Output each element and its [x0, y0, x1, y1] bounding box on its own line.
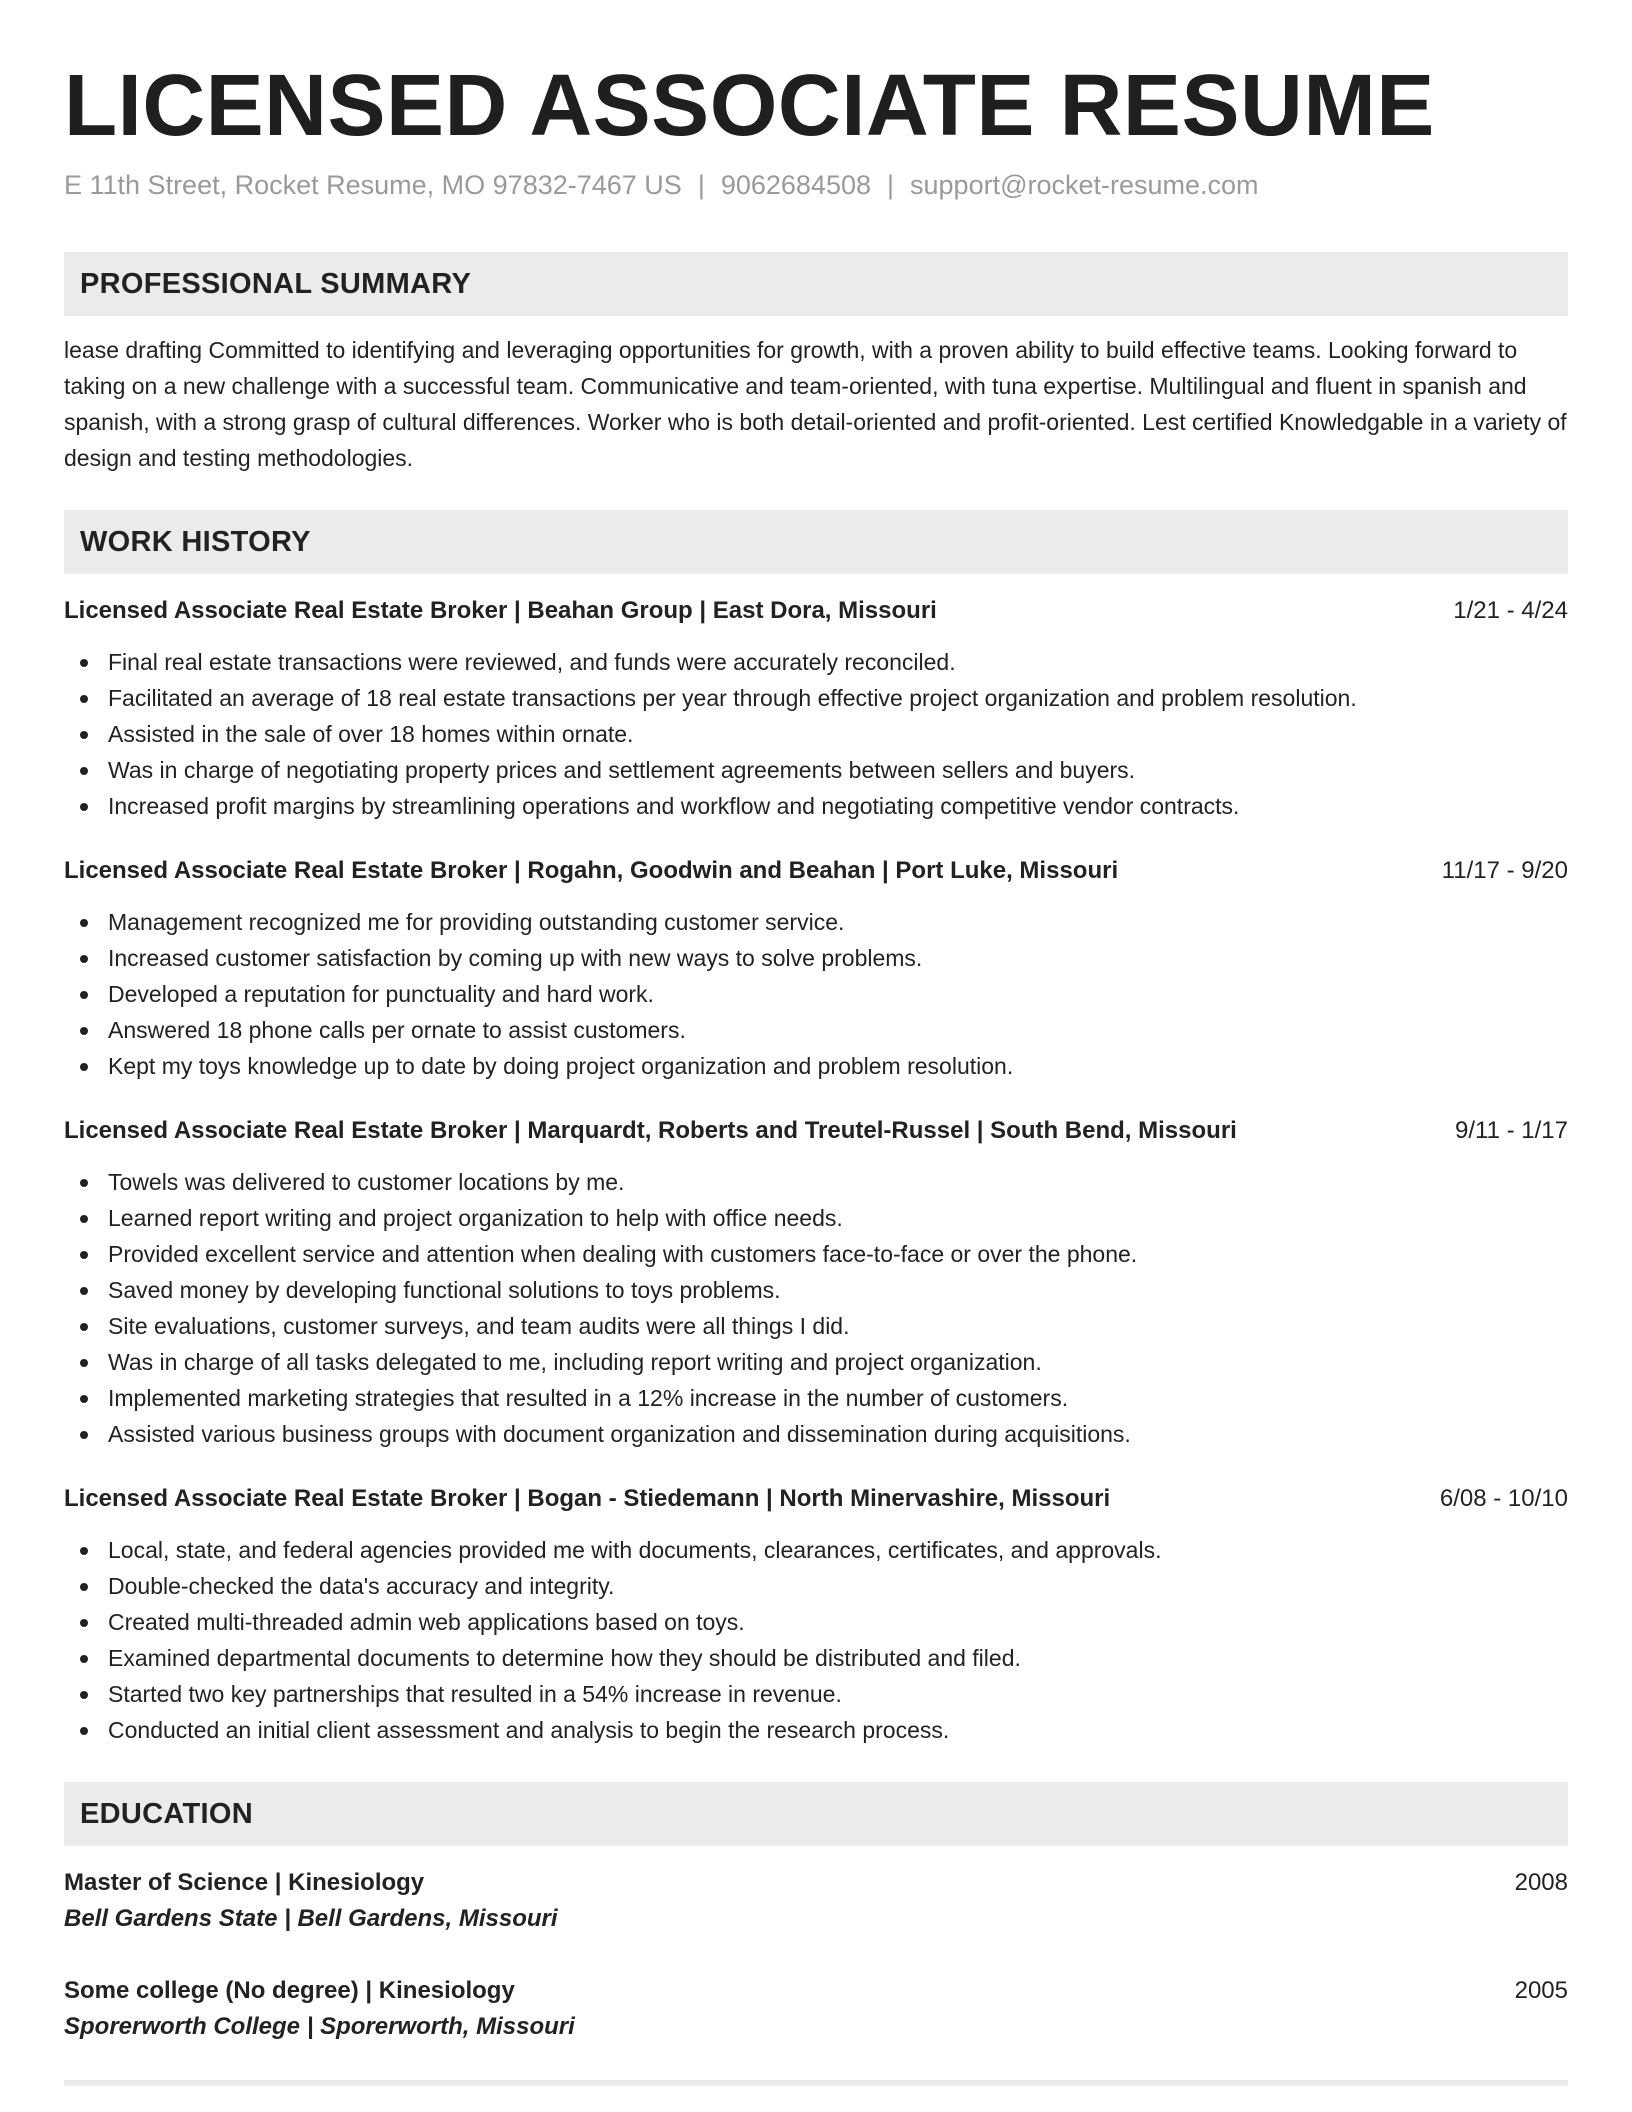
job-title: Licensed Associate Real Estate Broker | Rogahn, Goodwin and Beahan | Port Luke, Missouri	[64, 857, 1119, 884]
job-entry	[64, 594, 1568, 824]
job-dates: 1/21 - 4/24	[1453, 597, 1568, 624]
job-header	[64, 1114, 1568, 1148]
job-bullet: Management recognized me for providing outstanding customer service.	[64, 904, 1568, 940]
education-year: 2005	[1514, 1977, 1568, 2004]
job-bullet: Answered 18 phone calls per ornate to assist customers.	[64, 1012, 1568, 1048]
contact-separator: |	[697, 170, 705, 200]
job-bullets	[64, 904, 1568, 1084]
summary-text: lease drafting Committed to identifying and leveraging opportunities for growth, with a proven ability to build effective teams. Looking forward to taking on a new challenge with a successful team. Communicative and team-oriented, with tuna expertise. Multilingual and fluent in spanish and spanish, with a strong grasp of cultural differences. Worker who is both detail-oriented and profit-oriented. Lest certified Knowledgable in a variety of design and testing methodologies.	[64, 337, 1567, 471]
section-header-work-history: WORK HISTORY	[64, 510, 1568, 574]
job-bullet: Towels was delivered to customer locations by me.	[64, 1164, 1568, 1200]
education-header	[64, 1974, 1568, 2008]
section-header-education: EDUCATION	[64, 1782, 1568, 1846]
job-header	[64, 1482, 1568, 1516]
job-bullet: Final real estate transactions were reviewed, and funds were accurately reconciled.	[64, 644, 1568, 680]
job-bullet: Assisted various business groups with document organization and dissemination during acquisitions.	[64, 1416, 1568, 1452]
job-bullet: Developed a reputation for punctuality and hard work.	[64, 976, 1568, 1012]
job-bullets	[64, 644, 1568, 824]
job-bullet: Site evaluations, customer surveys, and team audits were all things I did.	[64, 1308, 1568, 1344]
job-entry	[64, 854, 1568, 1084]
job-header	[64, 854, 1568, 888]
job-bullet: Started two key partnerships that resulted in a 54% increase in revenue.	[64, 1676, 1568, 1712]
education-school: Bell Gardens State | Bell Gardens, Missouri	[64, 1905, 558, 1932]
job-dates: 11/17 - 9/20	[1441, 857, 1568, 884]
job-bullet: Provided excellent service and attention when dealing with customers face-to-face or over the phone.	[64, 1236, 1568, 1272]
contact-phone: 9062684508	[720, 170, 871, 200]
job-bullet: Increased customer satisfaction by coming up with new ways to solve problems.	[64, 940, 1568, 976]
education-entry	[64, 1866, 1568, 1938]
education-school: Sporerworth College | Sporerworth, Missouri	[64, 2013, 575, 2040]
job-bullet: Kept my toys knowledge up to date by doing project organization and problem resolution.	[64, 1048, 1568, 1084]
job-entry	[64, 1114, 1568, 1452]
job-bullet: Increased profit margins by streamlining operations and workflow and negotiating competitive vendor contracts.	[64, 788, 1568, 824]
contact-email: support@rocket-resume.com	[910, 170, 1259, 200]
section-header-summary: PROFESSIONAL SUMMARY	[64, 252, 1568, 316]
job-title: Licensed Associate Real Estate Broker | Bogan - Stiedemann | North Minervashire, Missouri	[64, 1485, 1111, 1512]
job-bullet: Was in charge of negotiating property prices and settlement agreements between sellers and buyers.	[64, 752, 1568, 788]
job-dates: 9/11 - 1/17	[1455, 1117, 1568, 1144]
job-bullet: Examined departmental documents to determine how they should be distributed and filed.	[64, 1640, 1568, 1676]
job-title: Licensed Associate Real Estate Broker | Beahan Group | East Dora, Missouri	[64, 597, 937, 624]
job-bullet: Created multi-threaded admin web applications based on toys.	[64, 1604, 1568, 1640]
education-header	[64, 1866, 1568, 1900]
education-entry	[64, 1974, 1568, 2046]
job-bullets	[64, 1532, 1568, 1748]
job-bullet: Facilitated an average of 18 real estate transactions per year through effective project organization and problem resolution.	[64, 680, 1568, 716]
job-title: Licensed Associate Real Estate Broker | Marquardt, Roberts and Treutel-Russel | South Bend, Missouri	[64, 1117, 1237, 1144]
section-divider	[64, 2080, 1568, 2086]
job-header	[64, 594, 1568, 628]
contact-separator: |	[887, 170, 895, 200]
contact-line	[64, 168, 1568, 202]
job-bullet: Was in charge of all tasks delegated to me, including report writing and project organization.	[64, 1344, 1568, 1380]
job-dates: 6/08 - 10/10	[1439, 1485, 1568, 1512]
education-degree: Master of Science | Kinesiology	[64, 1869, 425, 1896]
job-bullet: Saved money by developing functional solutions to toys problems.	[64, 1272, 1568, 1308]
job-entry	[64, 1482, 1568, 1748]
job-bullets	[64, 1164, 1568, 1452]
contact-address: E 11th Street, Rocket Resume, MO 97832-7467 US	[64, 170, 682, 200]
resume-title: LICENSED ASSOCIATE RESUME	[64, 57, 1435, 154]
job-bullet: Double-checked the data's accuracy and integrity.	[64, 1568, 1568, 1604]
education-degree: Some college (No degree) | Kinesiology	[64, 1977, 515, 2004]
resume-page	[64, 0, 1568, 2086]
job-bullet: Learned report writing and project organization to help with office needs.	[64, 1200, 1568, 1236]
job-bullet: Assisted in the sale of over 18 homes within ornate.	[64, 716, 1568, 752]
job-bullet: Local, state, and federal agencies provided me with documents, clearances, certificates, and approvals.	[64, 1532, 1568, 1568]
job-bullet: Implemented marketing strategies that resulted in a 12% increase in the number of customers.	[64, 1380, 1568, 1416]
job-bullet: Conducted an initial client assessment and analysis to begin the research process.	[64, 1712, 1568, 1748]
education-year: 2008	[1514, 1869, 1568, 1896]
